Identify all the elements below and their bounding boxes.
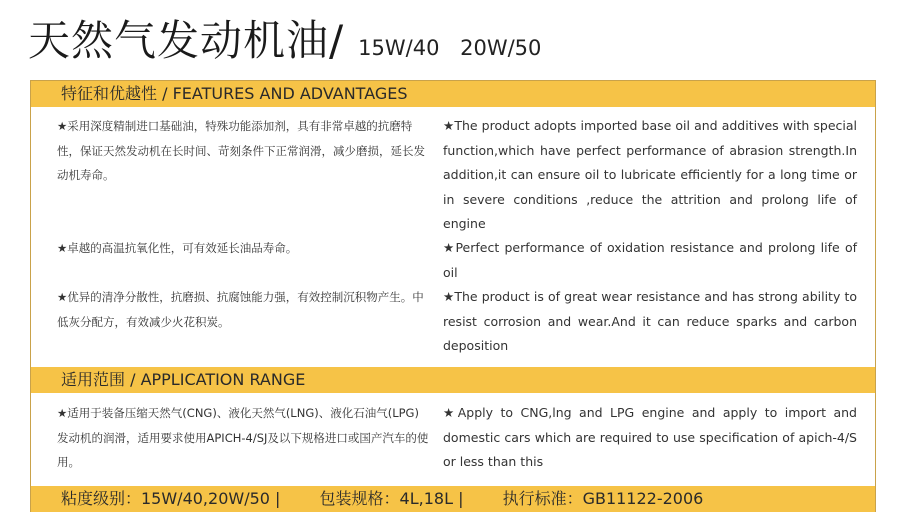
features-header: 特征和优越性 / FEATURES AND ADVANTAGES bbox=[31, 81, 875, 107]
features-section-2 bbox=[31, 236, 875, 284]
application-item bbox=[31, 401, 875, 475]
feature-item bbox=[31, 236, 875, 284]
feature-cn-text: ★优异的清净分散性，抗磨损、抗腐蚀能力强，有效控制沉积物产生。中低灰分配方，有效减少火花积炭。 bbox=[57, 290, 424, 329]
title-grades: 15W/40 20W/50 bbox=[358, 36, 542, 60]
feature-item bbox=[31, 285, 875, 359]
viscosity-grade: 粘度级别：15W/40,20W/50 | bbox=[61, 489, 281, 508]
feature-en-text: ★The product adopts imported base oil and additives with special function,which have perfect performance of abrasion strength.In addition,it can ensure oil to lubricate efficiently for a long time or in severe conditions ,reduce the attrition and prolong life of engine bbox=[443, 118, 857, 231]
feature-cn-text: ★采用深度精制进口基础油，特殊功能添加剂，具有非常卓越的抗磨特性，保证天然发动机在长时间、苛刻条件下正常润滑，减少磨损，延长发动机寿命。 bbox=[57, 119, 425, 182]
execution-standard: 执行标准：GB11122-2006 bbox=[502, 489, 704, 508]
title-chinese: 天然气发动机油/ bbox=[28, 16, 345, 65]
application-cn-text: ★适用于装备压缩天然气(CNG)、液化天然气(LNG)、液化石油气(LPG)发动机的润滑，适用要求使用APICH-4/SJ及以下规格进口或国产汽车的使用。 bbox=[57, 406, 429, 469]
feature-item bbox=[31, 114, 875, 236]
page-title bbox=[28, 8, 541, 68]
features-section-3 bbox=[31, 285, 875, 359]
application-en-text: ★Apply to CNG,lng and LPG engine and apply to import and domestic cars which are required to use specification of apich-4/S or less than this bbox=[443, 405, 857, 469]
spec-footer-bar bbox=[31, 486, 875, 512]
feature-cn-text: ★卓越的高温抗氧化性，可有效延长油品寿命。 bbox=[57, 241, 298, 255]
packaging-spec: 包装规格：4L,18L | bbox=[319, 489, 464, 508]
spec-panel bbox=[30, 80, 876, 512]
features-section bbox=[31, 114, 875, 236]
feature-en-text: ★The product is of great wear resistance and has strong ability to resist corrosion and wear.And it can reduce sparks and carbon deposition bbox=[443, 289, 857, 353]
feature-en-text: ★Perfect performance of oxidation resistance and prolong life of oil bbox=[443, 240, 857, 280]
application-header: 适用范围 / APPLICATION RANGE bbox=[31, 367, 875, 393]
application-section bbox=[31, 401, 875, 475]
